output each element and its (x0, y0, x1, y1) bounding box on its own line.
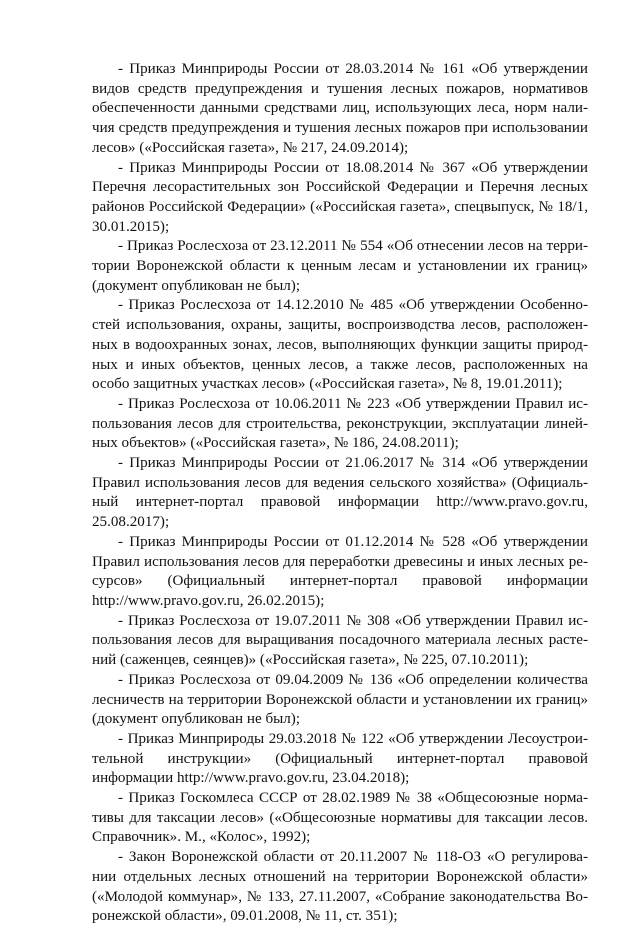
paragraph-law-118-oz: - Закон Воронежской области от 20.11.2007 № 118-ОЗ «О регулирова-нии отдельных лесных отношений на территории Воронежской области» («Молодой коммунар», № 133, 27.11.2007, «Собрание законодательства Во-ронежской области», 09.01.2008, № 11, ст. 351); (92, 849, 588, 925)
paragraph-order-38: - Приказ Госкомлеса СССР от 28.02.1989 № 38 «Общесоюзные норма-тивы для таксации лесов» («Общесоюзные нормативы для таксации лесов. Справочник». М., «Колос», 1992); (92, 790, 588, 846)
paragraph-order-485: - Приказ Рослесхоза от 14.12.2010 № 485 «Об утверждении Особенно-стей использования, охраны, защиты, воспроизводства лесов, расположен-ных в водоохранных зонах, лесов, выполняющих функции защиты природ-ных и иных объектов, ценных лесов, а также лесов, расположенных на особо защитных участках лесов» («Российская газета», № 8, 19.01.2011); (92, 297, 588, 393)
paragraph-order-528: - Приказ Минприроды России от 01.12.2014 № 528 «Об утверждении Правил использования лесов для переработки древесины и иных лесных ре-сурсов» (Официальный интернет-портал правовой информации http://www.pravo.gov.ru, 26.02.2015); (92, 533, 588, 609)
paragraph-order-223: - Приказ Рослесхоза от 10.06.2011 № 223 «Об утверждении Правил ис-пользования лесов для строительства, реконструкции, эксплуатации линей-ных объектов» («Российская газета», № 186, 24.08.2011); (92, 395, 588, 452)
paragraph-order-136: - Приказ Рослесхоза от 09.04.2009 № 136 «Об определении количества лесничеств на территории Воронежской области и установлении их границ» (документ опубликован не был); (92, 671, 588, 728)
paragraph-order-308: - Приказ Рослесхоза от 19.07.2011 № 308 «Об утверждении Правил ис-пользования лесов для выращивания посадочного материала лесных расте-ний (саженцев, сеянцев)» («Российская газета», № 225, 07.10.2011); (92, 612, 588, 669)
paragraph-order-314: - Приказ Минприроды России от 21.06.2017 № 314 «Об утверждении Правил использования лесов для ведения сельского хозяйства» (Официаль-ный интернет-портал правовой информации http://www.pravo.gov.ru, 25.08.2017); (92, 455, 588, 531)
paragraph-order-554: - Приказ Рослесхоза от 23.12.2011 № 554 «Об отнесении лесов на терри-тории Воронежской области к ценным лесам и установлении их границ» (документ опубликован не был); (92, 238, 588, 294)
paragraph-order-161: - Приказ Минприроды России от 28.03.2014 № 161 «Об утверждении видов средств предупреждения и тушения лесных пожаров, нормативов обеспеченности данными средствами лиц, использующих леса, норм нали-чия средств предупреждения и тушения лесных пожаров при использовании лесов» («Российская газета», № 217, 24.09.2014); (92, 61, 588, 156)
paragraph-order-122: - Приказ Минприроды 29.03.2018 № 122 «Об утверждении Лесоустрои-тельной инструкции» (Официальный интернет-портал правовой информации http://www.pravo.gov.ru, 23.04.2018); (92, 730, 588, 787)
document-body (92, 60, 588, 927)
paragraph-order-367: - Приказ Минприроды России от 18.08.2014 № 367 «Об утверждении Перечня лесорастительных зон Российской Федерации и Перечня лесных районов Российской Федерации» («Российская газета», спецвыпуск, № 18/1, 30.01.2015); (92, 159, 588, 235)
